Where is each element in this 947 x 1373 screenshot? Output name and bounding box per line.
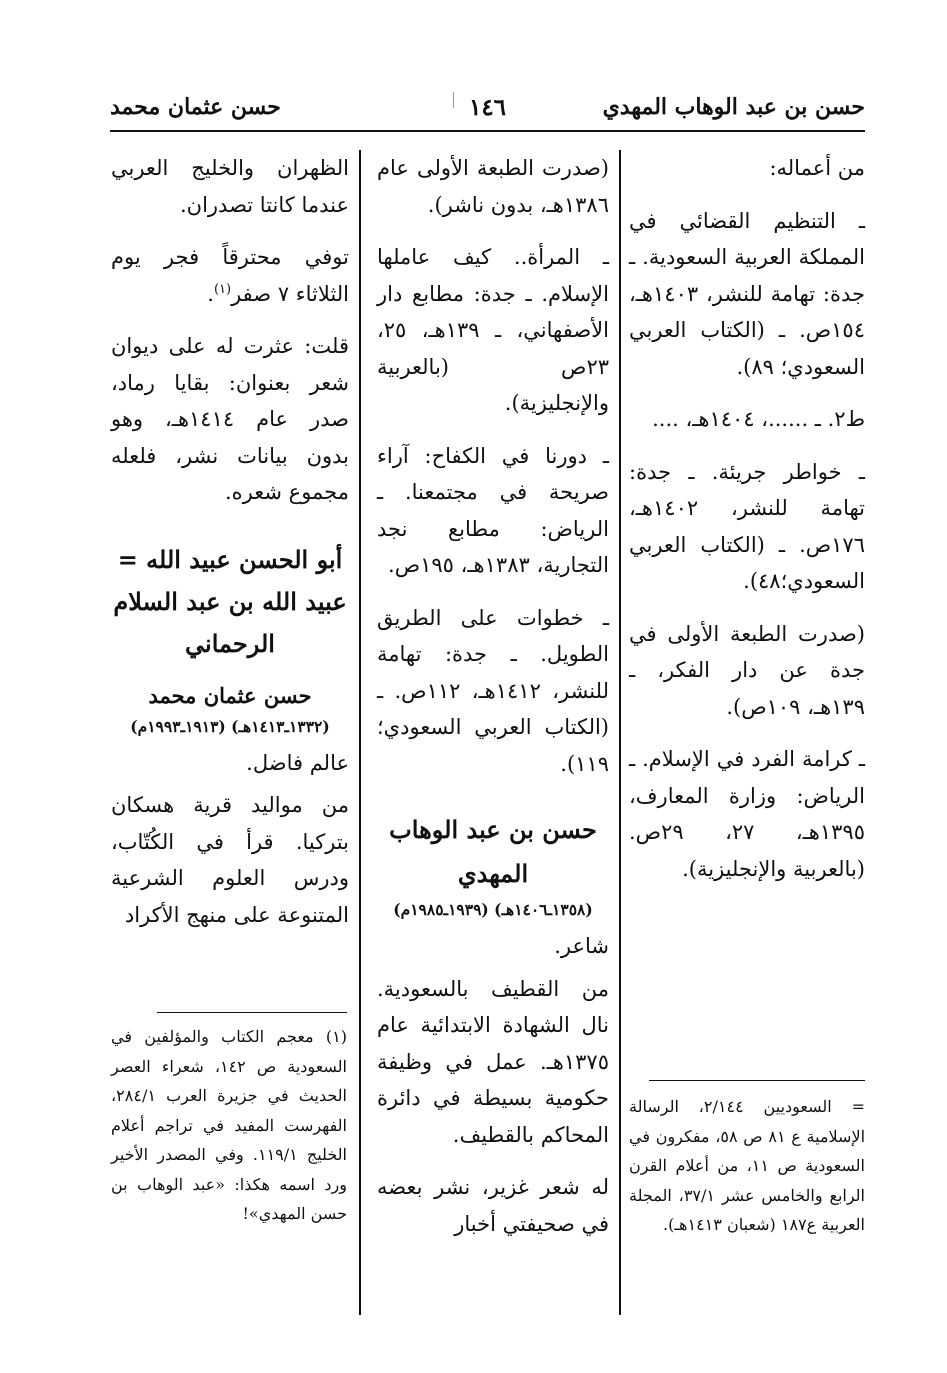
- work-edition: (صدرت الطبعة الأولى في جدة عن دار الفكر، ـ ١٣٩هـ، ١٠٩ص).: [629, 621, 865, 719]
- column-middle: [377, 150, 609, 1258]
- column-right: [629, 150, 865, 903]
- works-heading: من أعماله:: [769, 156, 865, 180]
- entry-bio: الظهران والخليج العربي عندما كانتا تصدران.: [111, 156, 349, 217]
- footnote-text: = السعوديين ٢/١٤٤، الرسالة الإسلامية ع ٨١ ص ٥٨، مفكرون في السعودية ص ١١، من أعلام القرن الرابع والخامس عشر ٣٧/١، المجلة العربية ع١٨٧ (شعبان ١٤١٣هـ).: [629, 1097, 866, 1234]
- entry-death: توفي محترقاً فجر يوم الثلاثاء ٧ صفر$^{(١)}$.: [111, 245, 349, 306]
- scan-mark: [453, 92, 454, 108]
- footnote-right: [629, 1092, 865, 1240]
- work-entry: ـ المرأة.. كيف عاملها الإسلام. ـ جدة: مطابع دار الأصفهاني، ـ ١٣٩هـ، ٢٥، ٢٣ص (بالعربية والإنجليزية).: [377, 245, 609, 415]
- entry-occupation: شاعر.: [554, 934, 609, 958]
- column-left: [111, 150, 349, 949]
- running-title-left: حسن عثمان محمد: [110, 94, 281, 120]
- work-entry: ـ دورنا في الكفاح: آراء صريحة في مجتمعنا. ـ الرياض: مطابع نجد التجارية، ١٣٨٣هـ، ١٩٥ص.: [377, 443, 609, 577]
- page-header: [110, 88, 865, 132]
- footnote-rule-right: [649, 1080, 865, 1081]
- footnote-marker: (١): [213, 281, 232, 297]
- running-title-right: حسن بن عبد الوهاب المهدي: [602, 94, 865, 120]
- entry-name: حسن عثمان محمد: [148, 682, 312, 708]
- header-rule: [110, 130, 865, 132]
- entry-dates: (١٣٣٢ـ١٤١٣هـ) (١٩١٣ـ١٩٩٣م): [130, 716, 330, 736]
- author-note: قلت: عثرت له على ديوان شعر بعنوان: بقايا رماد، صدر عام ١٤١٤هـ، وهو بدون بيانات نشر، فلعله مجموع شعره.: [111, 334, 349, 504]
- work-edition: (صدرت الطبعة الأولى عام ١٣٨٦هـ، بدون ناشر).: [377, 156, 609, 217]
- entry-bio: له شعر غزير، نشر بعضه في صحيفتي أخبار: [377, 1175, 609, 1236]
- column-divider-left: [359, 150, 361, 1315]
- column-divider-right: [619, 150, 621, 1315]
- footnote-rule-left: [157, 1012, 347, 1013]
- death-text: توفي محترقاً فجر يوم الثلاثاء ٧ صفر: [111, 245, 349, 306]
- work-entry: ـ خطوات على الطريق الطويل. ـ جدة: تهامة للنشر، ١٤١٢هـ، ١١٢ص. ـ (الكتاب العربي السعودي؛ ١١٩).: [377, 605, 609, 776]
- entry-name: حسن بن عبد الوهاب المهدي: [389, 815, 597, 888]
- entry-bio: من القطيف بالسعودية. نال الشهادة الابتدائية عام ١٣٧٥هـ. عمل في وظيفة حكومية بسيطة في دائرة المحاكم بالقطيف.: [377, 976, 609, 1147]
- entry-dates: (١٣٥٨ـ١٤٠٦هـ) (١٩٣٩ـ١٩٨٥م): [393, 900, 593, 919]
- entry-bio: من مواليد قرية هسكان بتركيا. قرأ في الكُتّاب، ودرس العلوم الشرعية المتنوعة على منهج الأكراد: [111, 793, 349, 927]
- work-entry: ـ خواطر جريئة. ـ جدة: تهامة للنشر، ١٤٠٢هـ، ١٧٦ص. ـ (الكتاب العربي السعودي؛٤٨).: [629, 459, 865, 593]
- page-number: ١٤٦: [468, 94, 507, 121]
- work-edition: ط٢. ـ ......، ١٤٠٤هـ، ....: [652, 407, 865, 431]
- entry-occupation: عالم فاضل.: [246, 750, 349, 775]
- work-entry: ـ كرامة الفرد في الإسلام. ـ الرياض: وزارة المعارف، ١٣٩٥هـ، ٢٧، ٢٩ص. (بالعربية والإنجليزية).: [629, 747, 865, 881]
- cross-reference: أبو الحسن عبيد الله = عبيد الله بن عبد السلام الرحماني: [113, 544, 347, 658]
- footnote-text: (١) معجم الكتاب والمؤلفين في السعودية ص ١٤٢، شعراء العصر الحديث في جزيرة العرب ٢٨٤/١، الفهرست المفيد في تراجم أعلام الخليج ١١٩/١. وفي المصدر الأخير ورد اسمه هكذا: «عبد الوهاب بن حسن المهدي»!: [111, 1027, 347, 1223]
- work-entry: ـ التنظيم القضائي في المملكة العربية السعودية. ـ جدة: تهامة للنشر، ١٤٠٣هـ، ١٥٤ص. ـ (الكتاب العربي السعودي؛ ٨٩).: [629, 208, 865, 379]
- footnote-left: [111, 1022, 347, 1229]
